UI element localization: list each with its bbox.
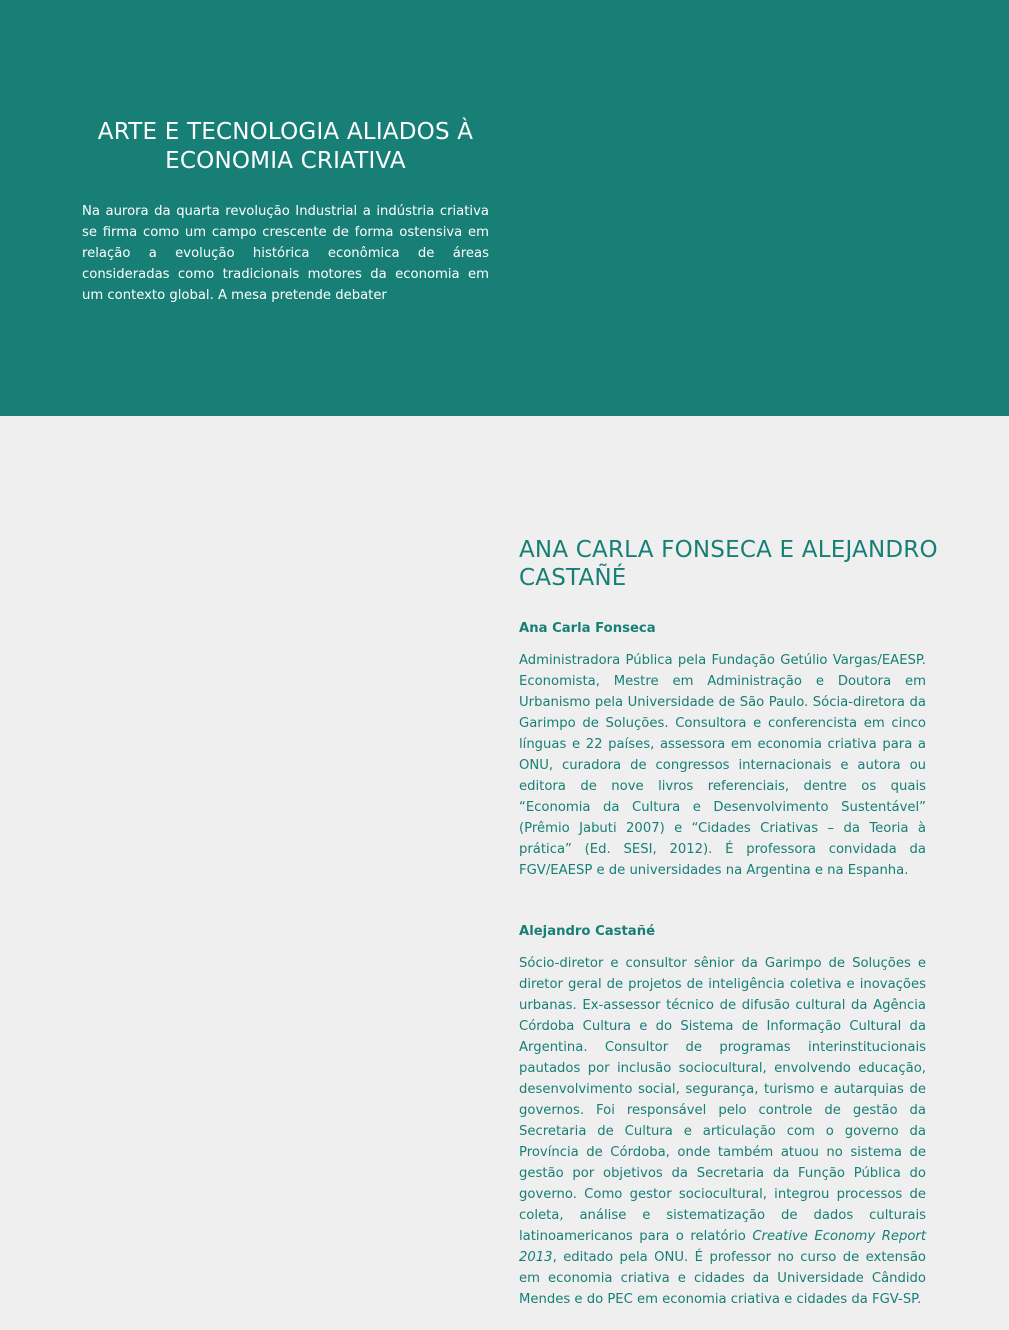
speaker-bio-ana-carla-fonseca: Administradora Pública pela Fundação Getúlio Vargas/EAESP. Economista, Mestre em Administração e Doutora em Urbanismo pela Universidade de São Paulo. Sócia-diretora da Garimpo de Soluções. Consultora e conferencista em cinco línguas e 22 países, assessora em economia criativa para a ONU, curadora de congressos internacionais e autora ou editora de nove livros referenciais, dentre os quais “Economia da Cultura e Desenvolvimento Sustentável” (Prêmio Jabuti 2007) e “Cidades Criativas – da Teoria à prática” (Ed. SESI, 2012). É professora convidada da FGV/EAESP e de universidades na Argentina e na Espanha. [519,653,926,878]
hero-description: Na aurora da quarta revolução Industrial a indústria criativa se firma como um campo crescente de forma ostensiva em relação a evolução histórica econômica de áreas consideradas como tradicionais motores da economia em um contexto global. A mesa pretende debater [82,204,489,303]
bio-text-part-1: Sócio-diretor e consultor sênior da Garimpo de Soluções e diretor geral de projetos de inteligência coletiva e inovações urbanas. Ex-assessor técnico de difusão cultural da Agência Córdoba Cultura e do Sistema de Informação Cultural da Argentina. Consultor de programas interinstitucionais pautados por inclusão sociocultural, envolvendo educação, desenvolvimento social, segurança, turismo e autarquias de governos. Foi responsável pelo controle de gestão da Secretaria de Cultura e articulação com o governo da Província de Córdoba, onde também atuou no sistema de gestão por objetivos da Secretaria da Função Pública do governo. Como gestor sociocultural, integrou processos de coleta, análise e sistematização de dados culturais latinoamericanos para o relatório [519,956,926,1244]
bio-text-part-2: , editado pela ONU. É professor no curso de extensão em economia criativa e cidades da Universidade Cândido Mendes e do PEC em economia criativa e cidades da FGV-SP. [519,1250,926,1307]
speaker-name-ana-carla-fonseca: Ana Carla Fonseca [519,621,656,636]
hero-title: ARTE E TECNOLOGIA ALIADOS À ECONOMIA CRIATIVA [97,119,474,174]
report-title: Creative Economy Report 2013 [519,1229,926,1265]
speaker-bio-alejandro-castane [519,953,926,1310]
speakers-title: ANA CARLA FONSECA E ALEJANDRO CASTAÑÉ [519,537,938,591]
speaker-name-alejandro-castane: Alejandro Castañé [519,924,656,939]
